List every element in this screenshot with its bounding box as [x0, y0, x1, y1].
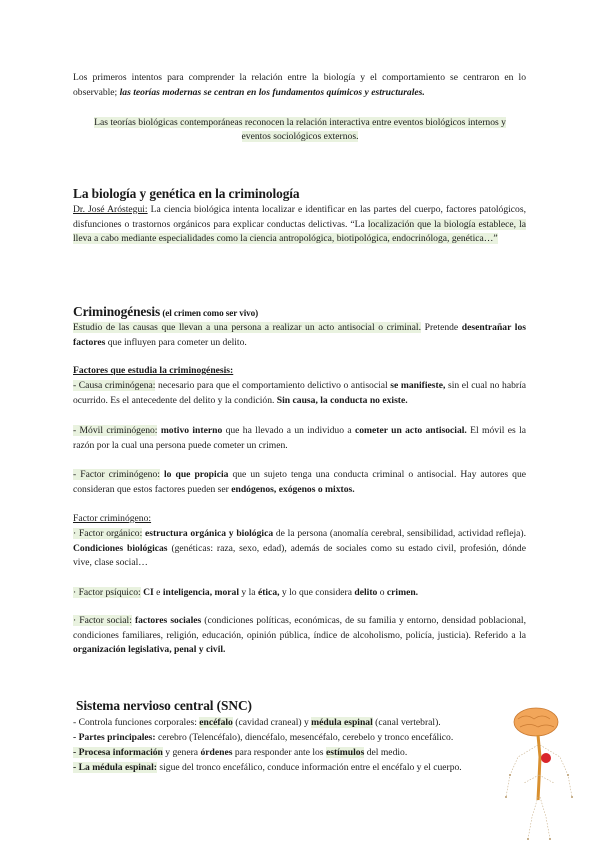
snc-l1-t1: - Controla funciones corporales: — [73, 717, 200, 728]
crimino-def-3: desentrañar los factores — [73, 322, 526, 348]
organico-label: · Factor orgánico: — [73, 528, 143, 539]
bio-author: Dr. José Aróstegui: — [73, 204, 148, 215]
factor-b2: endógenos, exógenos o mixtos. — [231, 483, 355, 495]
psiquico-label: · Factor psíquico: — [73, 587, 141, 598]
bio-heading: La biología y genética en la criminología — [73, 186, 300, 201]
causa-paragraph — [73, 379, 526, 408]
social-b2: organización legislativa, penal y civil. — [73, 644, 226, 656]
bio-paragraph — [73, 203, 526, 247]
psiquico-paragraph — [73, 586, 526, 601]
snc-l2-t1: cerebro (Telencéfalo), diencéfalo, mesencéfalo, cerebelo y tronco encefálico. — [155, 732, 454, 743]
movil-t1: que ha llevado a un individuo a — [222, 425, 355, 436]
psiquico-t1: e — [153, 587, 163, 598]
spinal-cord-shape — [538, 735, 540, 800]
factores-title-text: Factores que estudia la criminogénesis: — [73, 365, 234, 376]
snc-l3-t1: y genera — [162, 747, 201, 758]
factor-paragraph — [73, 468, 526, 497]
crimino-heading — [73, 304, 258, 320]
intro-bold: las teorías modernas se centran en los fundamentos químicos y estructurales. — [119, 86, 425, 98]
fc-title-text: Factor criminógeno: — [73, 513, 152, 524]
crimino-heading-text: Criminogénesis — [73, 304, 161, 319]
social-label: · Factor social: — [73, 615, 132, 626]
social-paragraph — [73, 614, 526, 658]
movil-b1: motivo interno — [157, 425, 223, 436]
snc-line-3 — [73, 746, 513, 761]
fc-title — [73, 512, 526, 527]
bio-text-1: La ciencia biológica intenta localizar e identificar en las partes del cuerpo, factores patológicos, disfunciones o trastornos orgánicos para explicar conductas delictivas. “La — [73, 204, 526, 230]
nervous-system-figure-icon — [488, 705, 580, 843]
heart-shape — [541, 753, 551, 763]
factores-title — [73, 364, 526, 379]
psiquico-b4: delito — [354, 587, 378, 598]
psiquico-b1: CI — [140, 587, 154, 598]
causa-label: - Causa criminógena: — [73, 380, 156, 391]
movil-b2: cometer un acto antisocial. — [354, 425, 467, 436]
snc-line-2 — [73, 731, 523, 746]
intro-paragraph — [73, 71, 526, 100]
psiquico-b5: crimen. — [386, 587, 419, 598]
psiquico-t4: o — [377, 587, 387, 598]
social-t1: (condiciones políticas, económicas, de su familia y entorno, densidad poblacional, condiciones familiares, religión, educación, opinión pública, índice de alcoholismo, policía, justicia). Referido a la — [73, 615, 526, 641]
psiquico-t3: y lo que considera — [279, 587, 355, 598]
organico-t1: de la persona (anomalía cerebral, sensibilidad, actividad refleja). — [273, 528, 526, 539]
intro-centered-text: Las teorías biológicas contemporáneas reconocen la relación interactiva entre eventos biológicos internos y eventos sociológicos externos. — [94, 117, 506, 142]
snc-l3-b2: órdenes — [200, 747, 233, 758]
crimino-definition — [73, 321, 526, 350]
psiquico-t2: y la — [239, 587, 258, 598]
movil-t2: El móvil es la razón por la cual una persona puede cometer un crimen. — [73, 425, 526, 451]
bio-text-2: localización que la biología establece, la lleva a cabo — [73, 218, 527, 245]
snc-l1-b1: encéfalo — [199, 717, 233, 728]
psiquico-b2: inteligencia, moral — [162, 587, 240, 598]
crimino-def-1: Estudio de las causas que llevan a una persona a realizar un acto antisocial o criminal. — [73, 322, 421, 333]
brain-shape — [514, 708, 558, 736]
snc-l3-b3: estímulos — [325, 747, 365, 758]
bio-text-3: mediante especialidades como la ciencia — [121, 233, 277, 245]
social-b1: factores sociales — [131, 615, 202, 626]
factor-t1: que un sujeto tenga una conducta criminal o antisocial. Hay autores que consideran que estos factores pueden ser — [73, 469, 527, 495]
crimino-def-2: Pretende — [421, 322, 462, 333]
snc-l4-b1: - La médula espinal: — [73, 762, 157, 773]
organico-b1: estructura orgánica y biológica — [142, 528, 274, 539]
organico-b2: Condiciones biológicas — [73, 542, 168, 554]
crimino-def-4: que influyen para cometer un delito. — [105, 336, 247, 348]
snc-l1-t3: (canal vertebral). — [372, 717, 441, 728]
snc-l3-t2: para responder ante los — [232, 747, 326, 758]
snc-l1-b2: médula espinal — [311, 717, 373, 728]
snc-heading: Sistema nervioso central (SNC) — [76, 698, 252, 713]
factor-b1: lo que propicia — [159, 469, 229, 480]
causa-t1: necesario para que el comportamiento delictivo o antisocial — [155, 380, 391, 391]
intro-centered-paragraph — [80, 116, 520, 143]
snc-line-1 — [73, 716, 513, 731]
causa-b1: se manifieste, — [390, 380, 446, 391]
causa-t2: sin el cual no habría ocurrido. Es el antecedente del delito y la condición. — [73, 380, 526, 406]
snc-l3-t3: del medio. — [364, 747, 408, 758]
factor-label: - Factor criminógeno: — [73, 469, 160, 480]
snc-l2-b1: - Partes principales: — [73, 732, 156, 743]
movil-label: - Móvil criminógeno: — [73, 425, 158, 436]
crimino-heading-sub: (el crimen como ser vivo) — [160, 308, 259, 318]
snc-l4-t1: sigue del tronco encefálico, conduce información entre el encéfalo y el cuerpo. — [156, 762, 462, 773]
psiquico-b3: ética, — [257, 587, 280, 598]
snc-l1-t2: (cavidad craneal) y — [232, 717, 312, 728]
organico-paragraph — [73, 527, 526, 571]
snc-line-4 — [73, 761, 523, 776]
organico-t2: (genéticas: raza, sexo, edad), además de sociales como su estado civil, profesión, dónde vive, clase social… — [73, 542, 526, 569]
bio-text-4: antropológica, biotipológica, endocrinóloga, genética…” — [276, 233, 498, 245]
intro-text: Los primeros intentos para comprender la relación entre la biología y el comportamiento se centraron en lo observable; — [73, 72, 526, 98]
snc-l3-b1: - Procesa información — [73, 747, 163, 758]
movil-paragraph — [73, 424, 526, 453]
causa-b2: Sin causa, la conducta no existe. — [276, 394, 408, 406]
